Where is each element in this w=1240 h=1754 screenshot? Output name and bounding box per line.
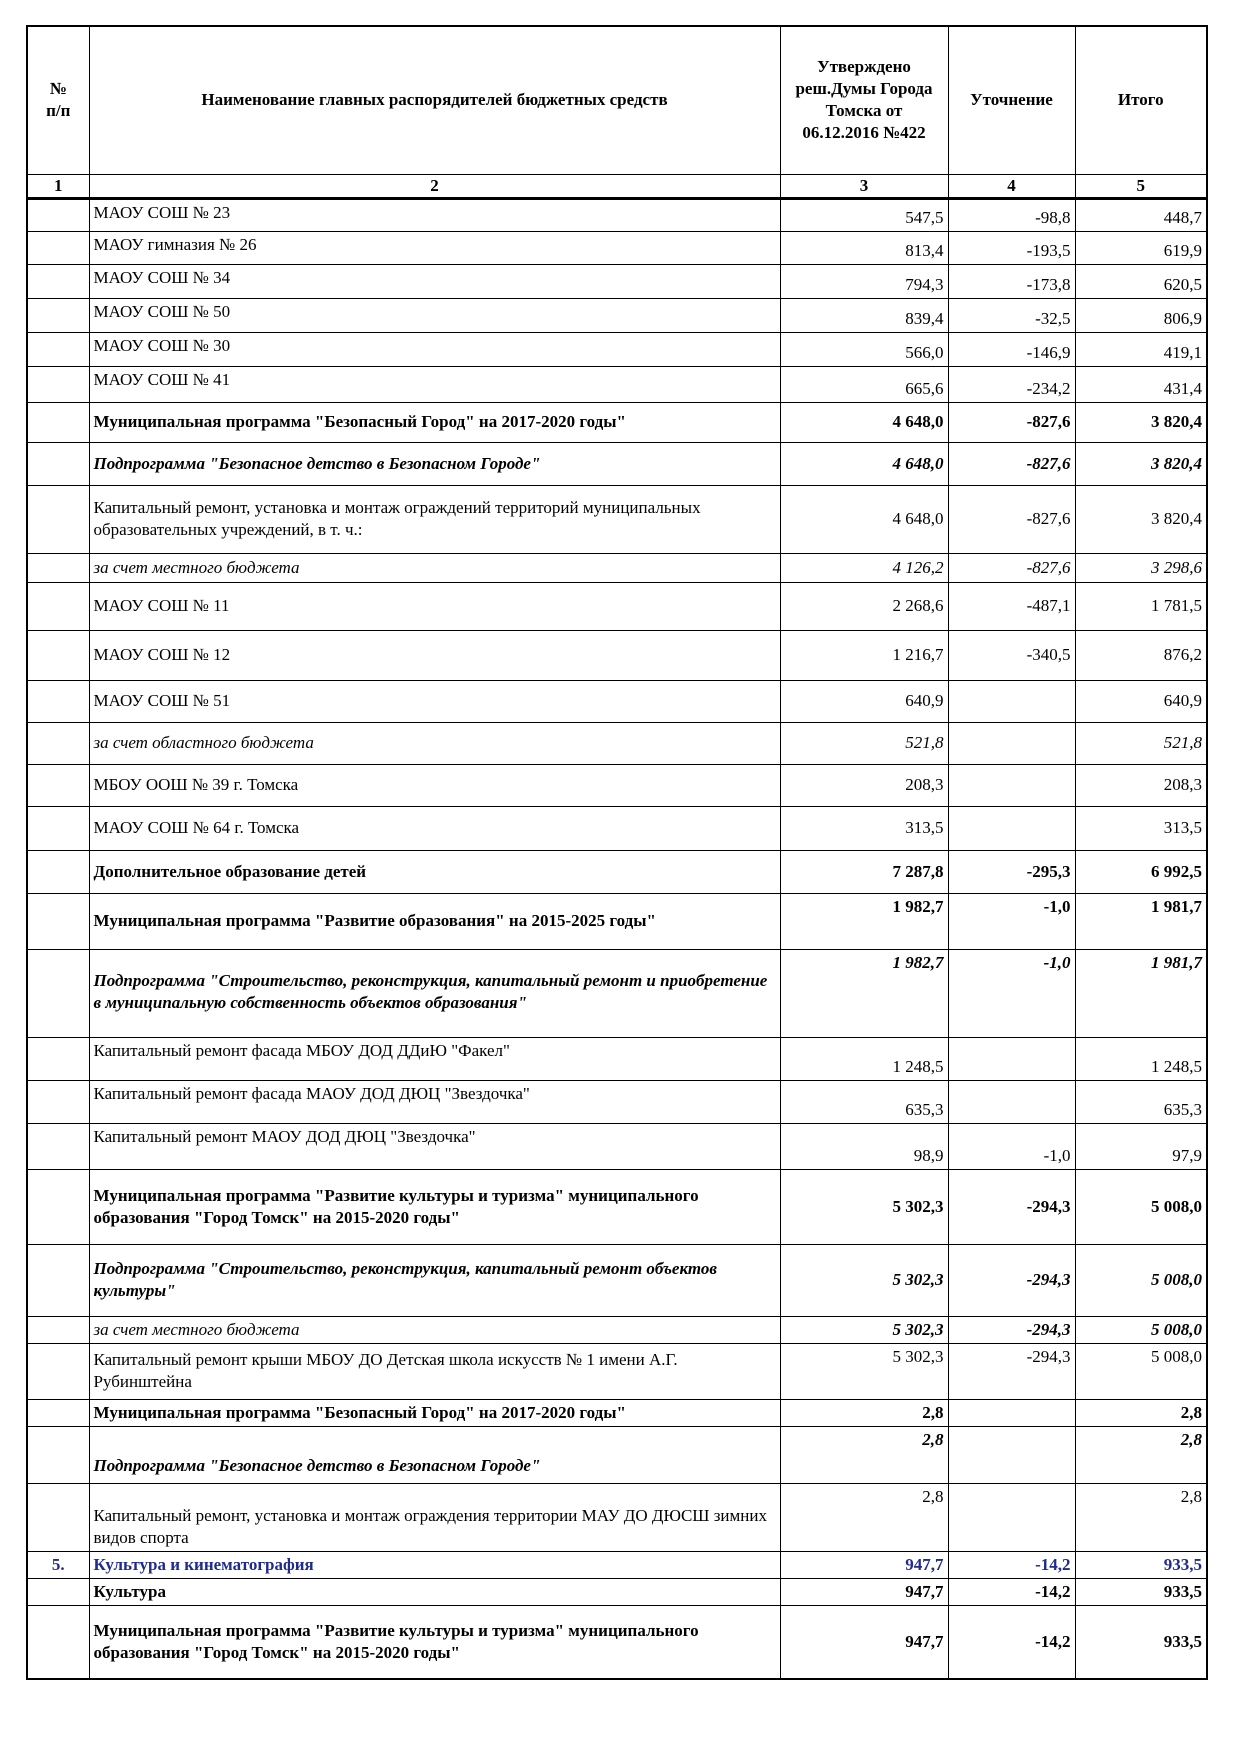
row-approved: 547,5 — [780, 198, 948, 231]
header-approved — [780, 26, 948, 174]
row-approved: 4 648,0 — [780, 485, 948, 553]
row-name: МАОУ СОШ № 23 — [89, 198, 780, 231]
row-num — [27, 722, 89, 764]
header-total-text: Итого — [1117, 90, 1164, 110]
row-total: 448,7 — [1075, 198, 1207, 231]
row-num: 5. — [27, 1551, 89, 1578]
header-row — [27, 26, 1207, 174]
header-clarification — [948, 26, 1075, 174]
table-row — [27, 553, 1207, 582]
row-total: 5 008,0 — [1075, 1244, 1207, 1316]
row-total: 5 008,0 — [1075, 1343, 1207, 1399]
row-clarification: -827,6 — [948, 553, 1075, 582]
row-approved: 1 982,7 — [780, 893, 948, 949]
row-num — [27, 630, 89, 680]
row-approved: 1 248,5 — [780, 1037, 948, 1080]
row-total: 3 820,4 — [1075, 485, 1207, 553]
row-clarification — [948, 1037, 1075, 1080]
row-num — [27, 1343, 89, 1399]
table-row — [27, 722, 1207, 764]
row-num — [27, 680, 89, 722]
col-num-2: 2 — [89, 174, 780, 198]
row-num — [27, 198, 89, 231]
row-approved: 665,6 — [780, 366, 948, 402]
row-name: Капитальный ремонт МАОУ ДОД ДЮЦ "Звездочка" — [89, 1123, 780, 1169]
row-name: МАОУ СОШ № 11 — [89, 582, 780, 630]
row-total: 208,3 — [1075, 764, 1207, 806]
row-approved: 1 216,7 — [780, 630, 948, 680]
table-row — [27, 332, 1207, 366]
row-num — [27, 1080, 89, 1123]
table-row — [27, 1483, 1207, 1551]
row-num — [27, 442, 89, 485]
row-clarification: -32,5 — [948, 298, 1075, 332]
row-clarification: -98,8 — [948, 198, 1075, 231]
row-total: 2,8 — [1075, 1483, 1207, 1551]
row-clarification — [948, 1426, 1075, 1483]
table-row — [27, 231, 1207, 264]
row-approved: 5 302,3 — [780, 1244, 948, 1316]
col-num-3: 3 — [780, 174, 948, 198]
table-row — [27, 893, 1207, 949]
row-total: 5 008,0 — [1075, 1169, 1207, 1244]
row-name: Капитальный ремонт фасада МАОУ ДОД ДЮЦ "Звездочка" — [89, 1080, 780, 1123]
row-total: 806,9 — [1075, 298, 1207, 332]
header-num — [27, 26, 89, 174]
row-num — [27, 1169, 89, 1244]
row-total: 635,3 — [1075, 1080, 1207, 1123]
row-clarification: -1,0 — [948, 949, 1075, 1037]
table-row — [27, 1399, 1207, 1426]
row-total: 933,5 — [1075, 1551, 1207, 1578]
row-total: 431,4 — [1075, 366, 1207, 402]
row-name: Муниципальная программа "Безопасный Город" на 2017-2020 годы" — [89, 402, 780, 442]
row-name: Подпрограмма "Строительство, реконструкция, капитальный ремонт объектов культуры" — [89, 1244, 780, 1316]
row-total: 1 981,7 — [1075, 893, 1207, 949]
row-num — [27, 850, 89, 893]
table-row — [27, 582, 1207, 630]
row-approved: 7 287,8 — [780, 850, 948, 893]
row-name: МАОУ СОШ № 41 — [89, 366, 780, 402]
row-name: МАОУ СОШ № 51 — [89, 680, 780, 722]
row-clarification: -827,6 — [948, 402, 1075, 442]
table-row — [27, 1169, 1207, 1244]
row-num — [27, 1037, 89, 1080]
row-total: 1 248,5 — [1075, 1037, 1207, 1080]
row-name: МАОУ СОШ № 12 — [89, 630, 780, 680]
row-clarification: -1,0 — [948, 1123, 1075, 1169]
row-name: Капитальный ремонт крыши МБОУ ДО Детская школа искусств № 1 имени А.Г. Рубинштейна — [89, 1343, 780, 1399]
row-name: Культура и кинематография — [89, 1551, 780, 1578]
table-row — [27, 1551, 1207, 1578]
table-row — [27, 442, 1207, 485]
table-row — [27, 1343, 1207, 1399]
table-row — [27, 806, 1207, 850]
table-row — [27, 1123, 1207, 1169]
row-approved: 1 982,7 — [780, 949, 948, 1037]
col-num-5: 5 — [1075, 174, 1207, 198]
row-name: Подпрограмма "Безопасное детство в Безопасном Городе" — [89, 1426, 780, 1483]
row-total: 876,2 — [1075, 630, 1207, 680]
row-total: 6 992,5 — [1075, 850, 1207, 893]
row-num — [27, 893, 89, 949]
row-total: 2,8 — [1075, 1426, 1207, 1483]
row-approved: 5 302,3 — [780, 1343, 948, 1399]
header-name-text: Наименование главных распорядителей бюджетных средств — [201, 90, 668, 110]
row-num — [27, 1605, 89, 1679]
row-approved: 98,9 — [780, 1123, 948, 1169]
table-row — [27, 402, 1207, 442]
row-approved: 5 302,3 — [780, 1316, 948, 1343]
row-total: 97,9 — [1075, 1123, 1207, 1169]
column-number-row — [27, 174, 1207, 198]
row-total: 933,5 — [1075, 1605, 1207, 1679]
table-row — [27, 1244, 1207, 1316]
row-clarification: -193,5 — [948, 231, 1075, 264]
row-num — [27, 402, 89, 442]
row-approved: 640,9 — [780, 680, 948, 722]
row-total: 620,5 — [1075, 264, 1207, 298]
table-row — [27, 1426, 1207, 1483]
row-total: 2,8 — [1075, 1399, 1207, 1426]
col-num-1: 1 — [27, 174, 89, 198]
row-clarification — [948, 1483, 1075, 1551]
header-clarification-text: Уточнение — [970, 90, 1053, 110]
row-clarification — [948, 1080, 1075, 1123]
table-row — [27, 680, 1207, 722]
row-num — [27, 1123, 89, 1169]
row-name: МАОУ гимназия № 26 — [89, 231, 780, 264]
header-name — [89, 26, 780, 174]
row-approved: 2,8 — [780, 1483, 948, 1551]
row-total: 3 298,6 — [1075, 553, 1207, 582]
row-approved: 635,3 — [780, 1080, 948, 1123]
row-name: МАОУ СОШ № 30 — [89, 332, 780, 366]
row-clarification: -294,3 — [948, 1316, 1075, 1343]
row-name: Капитальный ремонт, установка и монтаж ограждений территорий муниципальных образовательных учреждений, в т. ч.: — [89, 485, 780, 553]
row-name: Капитальный ремонт, установка и монтаж ограждения территории МАУ ДО ДЮСШ зимних видов спорта — [89, 1483, 780, 1551]
row-approved: 566,0 — [780, 332, 948, 366]
row-total: 640,9 — [1075, 680, 1207, 722]
row-approved: 4 126,2 — [780, 553, 948, 582]
table-row — [27, 1578, 1207, 1605]
row-clarification: -234,2 — [948, 366, 1075, 402]
row-name: Муниципальная программа "Развитие культуры и туризма" муниципального образования "Город Томск" на 2015-2020 годы" — [89, 1169, 780, 1244]
table-row — [27, 366, 1207, 402]
row-name: за счет местного бюджета — [89, 553, 780, 582]
table-row — [27, 298, 1207, 332]
row-clarification — [948, 680, 1075, 722]
row-num — [27, 1244, 89, 1316]
row-num — [27, 332, 89, 366]
row-num — [27, 298, 89, 332]
row-name: Подпрограмма "Строительство, реконструкция, капитальный ремонт и приобретение в муниципальную собственность объектов образования" — [89, 949, 780, 1037]
row-clarification — [948, 722, 1075, 764]
table-row — [27, 1316, 1207, 1343]
row-num — [27, 1316, 89, 1343]
row-total: 1 781,5 — [1075, 582, 1207, 630]
row-name: МАОУ СОШ № 64 г. Томска — [89, 806, 780, 850]
header-approved-text: Утверждено реш.Думы Города Томска от 06.12.2016 №422 — [795, 57, 933, 143]
table-row — [27, 264, 1207, 298]
row-approved: 947,7 — [780, 1605, 948, 1679]
row-clarification: -14,2 — [948, 1578, 1075, 1605]
row-name: Муниципальная программа "Развитие образования" на 2015-2025 годы" — [89, 893, 780, 949]
row-num — [27, 366, 89, 402]
row-clarification: -294,3 — [948, 1244, 1075, 1316]
row-approved: 2 268,6 — [780, 582, 948, 630]
row-name: Подпрограмма "Безопасное детство в Безопасном Городе" — [89, 442, 780, 485]
row-name: Культура — [89, 1578, 780, 1605]
row-approved: 794,3 — [780, 264, 948, 298]
row-approved: 839,4 — [780, 298, 948, 332]
table-row — [27, 949, 1207, 1037]
row-name: за счет местного бюджета — [89, 1316, 780, 1343]
row-approved: 947,7 — [780, 1551, 948, 1578]
row-clarification: -294,3 — [948, 1169, 1075, 1244]
row-name: МАОУ СОШ № 50 — [89, 298, 780, 332]
row-num — [27, 949, 89, 1037]
row-total: 313,5 — [1075, 806, 1207, 850]
row-clarification: -173,8 — [948, 264, 1075, 298]
row-num — [27, 1578, 89, 1605]
row-total: 3 820,4 — [1075, 442, 1207, 485]
row-total: 1 981,7 — [1075, 949, 1207, 1037]
table-row — [27, 1605, 1207, 1679]
row-total: 5 008,0 — [1075, 1316, 1207, 1343]
row-approved: 947,7 — [780, 1578, 948, 1605]
table-row — [27, 485, 1207, 553]
row-num — [27, 264, 89, 298]
row-total: 3 820,4 — [1075, 402, 1207, 442]
row-num — [27, 553, 89, 582]
row-clarification — [948, 806, 1075, 850]
row-clarification: -146,9 — [948, 332, 1075, 366]
row-clarification: -14,2 — [948, 1551, 1075, 1578]
row-num — [27, 1426, 89, 1483]
budget-table — [26, 25, 1208, 1680]
col-num-4: 4 — [948, 174, 1075, 198]
row-name: Муниципальная программа "Безопасный Город" на 2017-2020 годы" — [89, 1399, 780, 1426]
row-approved: 521,8 — [780, 722, 948, 764]
row-num — [27, 1483, 89, 1551]
row-name: МБОУ ООШ № 39 г. Томска — [89, 764, 780, 806]
row-clarification — [948, 764, 1075, 806]
row-total: 933,5 — [1075, 1578, 1207, 1605]
table-row — [27, 1080, 1207, 1123]
row-num — [27, 764, 89, 806]
row-clarification: -827,6 — [948, 485, 1075, 553]
row-name: Дополнительное образование детей — [89, 850, 780, 893]
row-clarification: -294,3 — [948, 1343, 1075, 1399]
row-num — [27, 1399, 89, 1426]
header-num-text: № п/п — [46, 79, 71, 121]
row-approved: 5 302,3 — [780, 1169, 948, 1244]
row-num — [27, 806, 89, 850]
row-clarification: -340,5 — [948, 630, 1075, 680]
row-approved: 4 648,0 — [780, 402, 948, 442]
row-approved: 4 648,0 — [780, 442, 948, 485]
row-name: Капитальный ремонт фасада МБОУ ДОД ДДиЮ "Факел" — [89, 1037, 780, 1080]
row-name: за счет областного бюджета — [89, 722, 780, 764]
header-total — [1075, 26, 1207, 174]
row-clarification: -487,1 — [948, 582, 1075, 630]
table-row — [27, 630, 1207, 680]
row-num — [27, 231, 89, 264]
row-clarification — [948, 1399, 1075, 1426]
row-clarification: -295,3 — [948, 850, 1075, 893]
table-row — [27, 198, 1207, 231]
row-num — [27, 582, 89, 630]
row-total: 419,1 — [1075, 332, 1207, 366]
row-clarification: -14,2 — [948, 1605, 1075, 1679]
row-name: Муниципальная программа "Развитие культуры и туризма" муниципального образования "Город Томск" на 2015-2020 годы" — [89, 1605, 780, 1679]
table-row — [27, 1037, 1207, 1080]
row-num — [27, 485, 89, 553]
row-total: 521,8 — [1075, 722, 1207, 764]
row-name: МАОУ СОШ № 34 — [89, 264, 780, 298]
row-clarification: -827,6 — [948, 442, 1075, 485]
row-approved: 208,3 — [780, 764, 948, 806]
row-clarification: -1,0 — [948, 893, 1075, 949]
table-row — [27, 850, 1207, 893]
row-approved: 2,8 — [780, 1399, 948, 1426]
row-approved: 2,8 — [780, 1426, 948, 1483]
row-approved: 813,4 — [780, 231, 948, 264]
row-approved: 313,5 — [780, 806, 948, 850]
table-row — [27, 764, 1207, 806]
row-total: 619,9 — [1075, 231, 1207, 264]
